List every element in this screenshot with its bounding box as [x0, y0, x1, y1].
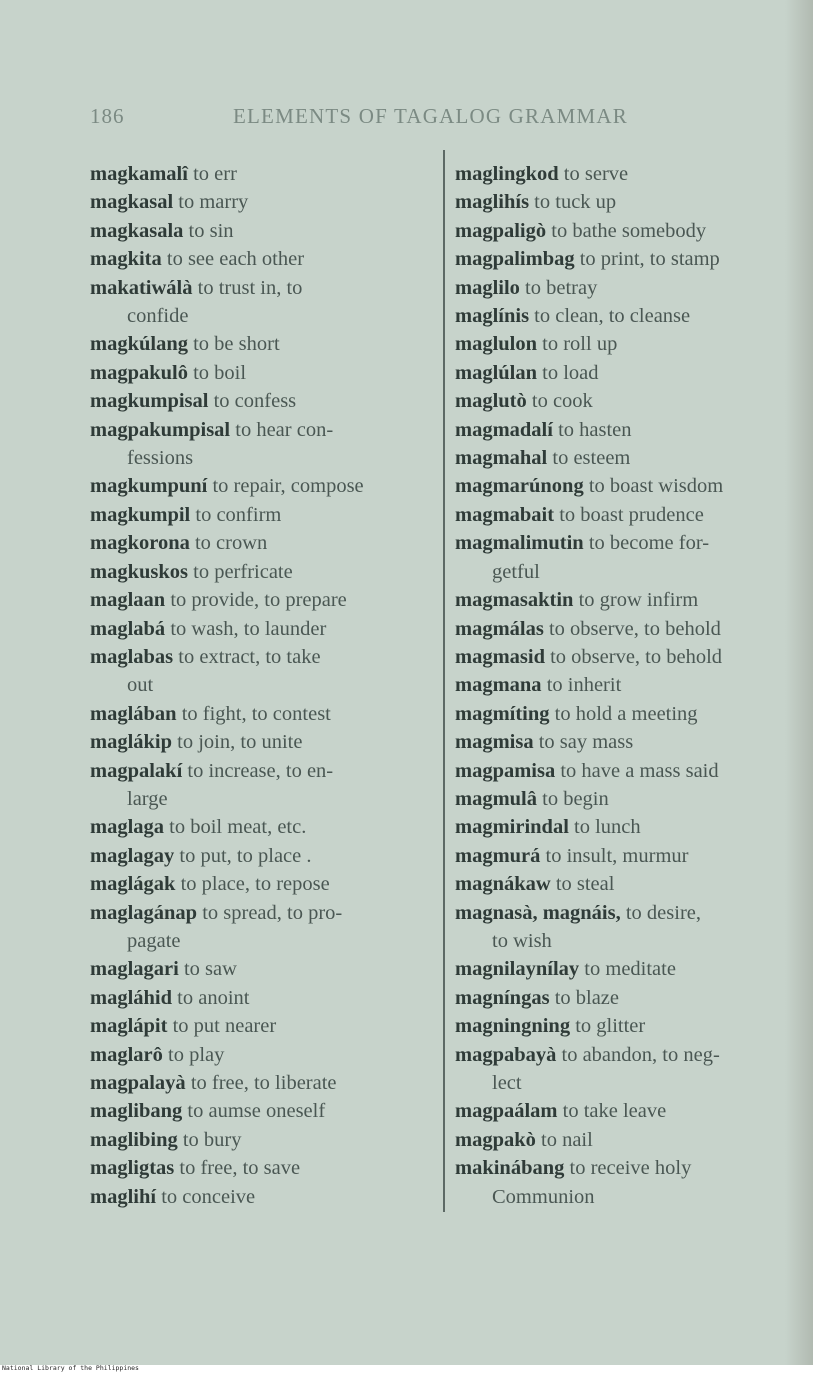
gloss: to say mass	[538, 731, 634, 754]
dictionary-entry	[455, 444, 800, 472]
gloss: to blaze	[554, 986, 620, 1009]
headword: maglabá	[90, 617, 166, 640]
right-column	[455, 160, 800, 1211]
headword: maglaga	[90, 816, 165, 839]
headword: maglilo	[455, 276, 520, 299]
page-number: 186	[90, 104, 125, 128]
dictionary-entry	[455, 330, 800, 358]
headword: magpalakí	[90, 759, 183, 782]
dictionary-entry	[90, 529, 436, 557]
dictionary-entry	[90, 217, 436, 245]
gloss: to lunch	[574, 816, 641, 839]
entry-continuation	[455, 558, 800, 586]
headword: maglutò	[455, 390, 527, 413]
headword: magpakulô	[90, 361, 188, 384]
gloss: to wish	[492, 929, 552, 952]
gloss: to provide, to prepare	[170, 589, 347, 612]
headword: magláhid	[90, 986, 173, 1009]
dictionary-entry	[455, 671, 800, 699]
headword: magkúlang	[90, 333, 188, 356]
gloss: to spread, to pro-	[202, 901, 343, 924]
gloss: to print, to stamp	[579, 248, 720, 271]
gloss: to bury	[182, 1128, 242, 1151]
gloss: to confirm	[195, 503, 282, 526]
headword: magpakò	[455, 1128, 536, 1151]
gloss: to perfricate	[193, 560, 293, 583]
dictionary-entry	[90, 615, 436, 643]
dictionary-entry	[90, 274, 436, 302]
dictionary-entry	[455, 1041, 800, 1069]
dictionary-entry	[455, 586, 800, 614]
dictionary-entry	[90, 955, 436, 983]
headword: maglágak	[90, 873, 176, 896]
dictionary-entry	[90, 1041, 436, 1069]
headword: maglingkod	[455, 163, 559, 185]
headword: magmirindal	[455, 816, 569, 839]
headword: maglápit	[90, 1015, 168, 1038]
headword: magníngas	[455, 986, 550, 1009]
gloss: to crown	[194, 532, 268, 555]
headword: maglihís	[455, 191, 530, 214]
library-credit: National Library of the Philippines	[2, 1364, 139, 1372]
dictionary-entry	[90, 501, 436, 529]
gloss: to boast wisdom	[588, 475, 724, 498]
running-header	[0, 104, 813, 134]
dictionary-entry	[455, 813, 800, 841]
headword: magmisa	[455, 731, 534, 754]
dictionary-entry	[455, 274, 800, 302]
gloss: to aumse oneself	[187, 1100, 326, 1123]
gloss: to boil meat, etc.	[169, 816, 307, 839]
dictionary-entry	[90, 728, 436, 756]
gloss: to hasten	[558, 418, 632, 441]
gloss: to put, to place .	[179, 844, 312, 867]
headword: magkumpil	[90, 503, 191, 526]
headword: maglihí	[90, 1185, 157, 1208]
gloss: out	[127, 674, 154, 697]
headword: magkumpisal	[90, 390, 209, 413]
dictionary-entry	[455, 643, 800, 671]
headword: maglákip	[90, 731, 173, 754]
entry-continuation	[90, 671, 436, 699]
gloss: to cook	[531, 390, 593, 413]
gloss: to free, to save	[179, 1157, 301, 1180]
dictionary-entry	[455, 302, 800, 330]
headword: magpaálam	[455, 1100, 558, 1123]
headword: maglulon	[455, 333, 538, 356]
gloss: to observe, to behold	[550, 645, 723, 668]
dictionary-entry	[90, 643, 436, 671]
headword: magmálas	[455, 617, 544, 640]
headword: magkasala	[90, 219, 184, 242]
dictionary-entry	[455, 842, 800, 870]
dictionary-entry	[455, 899, 800, 927]
gloss: to place, to repose	[180, 873, 330, 896]
gloss: to fight, to contest	[181, 702, 331, 725]
gloss: to play	[168, 1043, 225, 1066]
entry-continuation	[90, 927, 436, 955]
gloss: to bathe somebody	[551, 219, 707, 242]
dictionary-entry	[455, 160, 800, 188]
headword: magligtas	[90, 1157, 175, 1180]
headword: magmahal	[455, 447, 548, 470]
dictionary-entry	[90, 842, 436, 870]
entry-continuation	[455, 1183, 800, 1211]
headword: magmarúnong	[455, 475, 584, 498]
headword: magmana	[455, 674, 542, 697]
gloss: to serve	[563, 163, 629, 185]
dictionary-entry	[90, 387, 436, 415]
dictionary-entry	[455, 188, 800, 216]
headword: maglibing	[90, 1128, 178, 1151]
headword: maglagay	[90, 844, 175, 867]
dictionary-entry	[90, 870, 436, 898]
entry-continuation	[90, 444, 436, 472]
gloss: to clean, to cleanse	[534, 305, 691, 328]
dictionary-entry	[455, 1126, 800, 1154]
gloss: to observe, to behold	[548, 617, 721, 640]
gloss: to trust in, to	[197, 276, 303, 299]
headword: maglúlan	[455, 361, 538, 384]
gloss: to repair, compose	[212, 475, 364, 498]
gloss: to anoint	[177, 986, 250, 1009]
dictionary-entry	[90, 160, 436, 188]
gloss: to conceive	[161, 1185, 256, 1208]
headword: magkorona	[90, 532, 190, 555]
dictionary-entry	[455, 387, 800, 415]
gloss: to put nearer	[172, 1015, 277, 1038]
gloss: to boast prudence	[559, 503, 704, 526]
headword: magkita	[90, 248, 162, 271]
headword: magmurá	[455, 844, 541, 867]
gloss: to err	[193, 163, 237, 185]
dictionary-entry	[455, 870, 800, 898]
headword: magpaligò	[455, 219, 547, 242]
dictionary-entry	[455, 416, 800, 444]
headword: magmulâ	[455, 787, 537, 810]
gloss: fessions	[127, 447, 194, 470]
entry-continuation	[455, 927, 800, 955]
headword: magkumpuní	[90, 475, 208, 498]
gloss: pagate	[127, 929, 181, 952]
dictionary-entry	[90, 1097, 436, 1125]
dictionary-entry	[455, 217, 800, 245]
dictionary-entry	[455, 529, 800, 557]
dictionary-entry	[90, 558, 436, 586]
gloss: to abandon, to neg-	[561, 1043, 720, 1066]
gloss: to desire,	[625, 901, 702, 924]
gloss: to roll up	[542, 333, 618, 356]
headword: magmadalí	[455, 418, 553, 441]
dictionary-entry	[455, 1012, 800, 1040]
dictionary-entry	[455, 245, 800, 273]
headword: magnasà, magnáis,	[455, 901, 621, 924]
dictionary-entry	[455, 615, 800, 643]
dictionary-entry	[455, 785, 800, 813]
gloss: to steal	[555, 873, 615, 896]
dictionary-entry	[90, 416, 436, 444]
dictionary-entry	[90, 813, 436, 841]
headword: maglában	[90, 702, 177, 725]
gloss: to saw	[183, 958, 237, 981]
gloss: to meditate	[584, 958, 676, 981]
gloss: to be short	[193, 333, 280, 356]
gloss: to extract, to take	[178, 645, 321, 668]
headword: magpalayà	[90, 1072, 186, 1094]
dictionary-entry	[90, 1012, 436, 1040]
gloss: getful	[492, 560, 540, 583]
left-column	[90, 160, 436, 1211]
gloss: to begin	[542, 787, 609, 810]
dictionary-entry	[90, 472, 436, 500]
gloss: to boil	[193, 361, 247, 384]
headword: magmalimutin	[455, 532, 584, 555]
gloss: to see each other	[166, 248, 305, 271]
headword: magmasaktin	[455, 589, 574, 612]
gloss: to tuck up	[534, 191, 617, 214]
gloss: to free, to liberate	[190, 1072, 337, 1094]
dictionary-entry	[455, 984, 800, 1012]
dictionary-entry	[455, 501, 800, 529]
gloss: to become for-	[588, 532, 710, 555]
dictionary-entry	[455, 472, 800, 500]
gloss: to sin	[188, 219, 234, 242]
running-title: ELEMENTS OF TAGALOG GRAMMAR	[233, 104, 628, 128]
gloss: to wash, to launder	[170, 617, 327, 640]
headword: magpamisa	[455, 759, 556, 782]
gloss: to confess	[213, 390, 297, 413]
dictionary-entry	[90, 188, 436, 216]
gloss: to glitter	[575, 1015, 646, 1038]
headword: magpakumpisal	[90, 418, 231, 441]
headword: maglarô	[90, 1043, 163, 1066]
dictionary-entry	[90, 757, 436, 785]
dictionary-entry	[90, 700, 436, 728]
dictionary-entry	[455, 359, 800, 387]
headword: maglibang	[90, 1100, 183, 1123]
gloss: to hear con-	[235, 418, 334, 441]
dictionary-entry	[90, 1183, 436, 1211]
gloss: to inherit	[546, 674, 622, 697]
gloss: lect	[492, 1072, 522, 1094]
gloss: to esteem	[552, 447, 631, 470]
headword: maglínis	[455, 305, 530, 328]
gloss: to nail	[541, 1128, 593, 1151]
gloss: to marry	[178, 191, 249, 214]
gloss: to join, to unite	[177, 731, 303, 754]
gloss: to take leave	[562, 1100, 667, 1123]
dictionary-entry	[90, 899, 436, 927]
entry-continuation	[455, 1069, 800, 1097]
dictionary-entry	[90, 245, 436, 273]
gloss: confide	[127, 305, 189, 328]
headword: magmíting	[455, 702, 550, 725]
dictionary-entry	[90, 586, 436, 614]
headword: magningning	[455, 1015, 571, 1038]
headword: magmabait	[455, 503, 555, 526]
dictionary-entry	[90, 359, 436, 387]
gloss: to have a mass said	[560, 759, 719, 782]
headword: magkuskos	[90, 560, 188, 583]
dictionary-entry	[455, 757, 800, 785]
dictionary-entry	[455, 955, 800, 983]
dictionary-entry	[90, 1154, 436, 1182]
headword: maglagánap	[90, 901, 198, 924]
gloss: Communion	[492, 1185, 595, 1208]
headword: magpabayà	[455, 1043, 557, 1066]
headword: magmasid	[455, 645, 545, 668]
dictionary-entry	[455, 728, 800, 756]
dictionary-entry	[455, 1097, 800, 1125]
gloss: to load	[542, 361, 599, 384]
gloss: to hold a meeting	[554, 702, 698, 725]
dictionary-entry	[90, 1069, 436, 1097]
headword: maglaan	[90, 589, 166, 612]
dictionary-entry	[455, 700, 800, 728]
dictionary-entry	[455, 1154, 800, 1182]
headword: makatiwálà	[90, 276, 193, 299]
entry-continuation	[90, 302, 436, 330]
gloss: large	[127, 787, 168, 810]
column-divider	[443, 150, 445, 1212]
dictionary-entry	[90, 330, 436, 358]
gloss: to increase, to en-	[187, 759, 334, 782]
gloss: to insult, murmur	[545, 844, 689, 867]
headword: magkamalî	[90, 163, 188, 185]
headword: magpalimbag	[455, 248, 575, 271]
gloss: to grow infirm	[578, 589, 699, 612]
gloss: to receive holy	[569, 1157, 692, 1180]
headword: magnilaynílay	[455, 958, 580, 981]
entry-continuation	[90, 785, 436, 813]
headword: magkasal	[90, 191, 174, 214]
headword: magnákaw	[455, 873, 551, 896]
headword: maglabas	[90, 645, 174, 668]
headword: maglagari	[90, 958, 179, 981]
headword: makinábang	[455, 1157, 565, 1180]
gloss: to betray	[525, 276, 598, 299]
dictionary-entry	[90, 984, 436, 1012]
dictionary-entry	[90, 1126, 436, 1154]
